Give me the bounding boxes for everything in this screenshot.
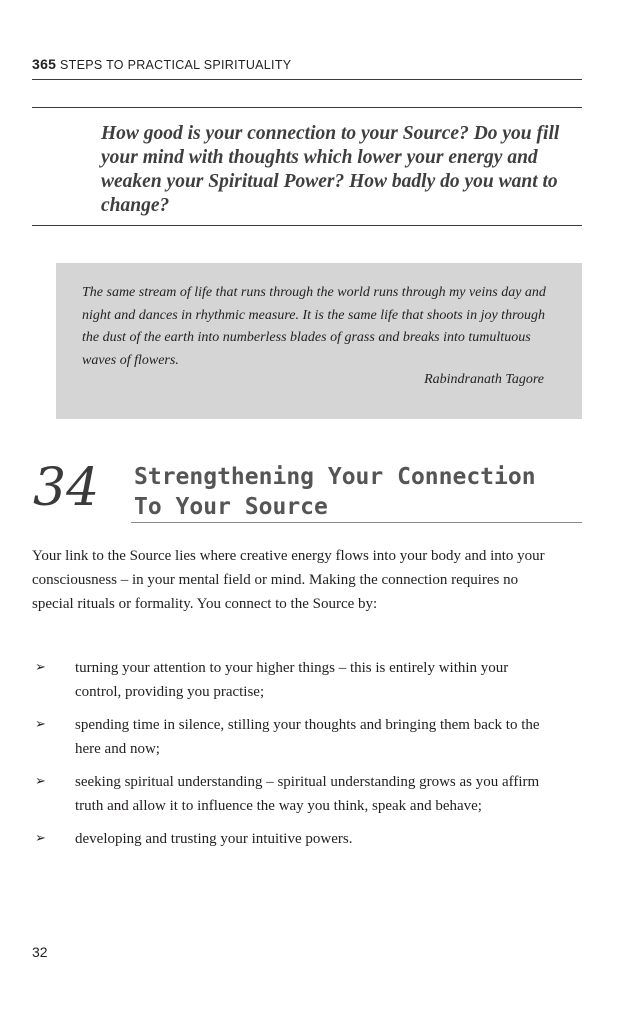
question-top-rule xyxy=(32,107,582,108)
chapter-number: 34 xyxy=(33,458,100,518)
chapter-title-rule xyxy=(131,522,582,523)
running-head xyxy=(32,56,291,72)
list-item xyxy=(32,713,557,761)
chapter-title-line-1: Strengthening Your Connection xyxy=(134,464,536,490)
reflection-question: How good is your connection to your Source? Do you fill your mind with thoughts which lower your energy and weaken your Spiritual Power? How badly do you want to change? xyxy=(101,123,560,216)
list-item-text: seeking spiritual understanding – spiritual understanding grows as you affirm truth and allow it to influence the way you think, speak and behave; xyxy=(75,774,540,814)
arrow-bullet-icon: ➢ xyxy=(35,831,46,846)
list-item-text: developing and trusting your intuitive powers. xyxy=(75,831,353,847)
chapter-title xyxy=(134,462,584,522)
list-item-text: turning your attention to your higher things – this is entirely within your control, providing you practise; xyxy=(75,660,509,700)
bullet-list xyxy=(32,656,557,860)
quote-text: The same stream of life that runs through the world runs through my veins day and night and dances in rhythmic measure. It is the same life that shoots in joy through the dust of the earth into numberless blades of grass and breaks into tumultuous waves of flowers. xyxy=(82,285,546,368)
quote-box xyxy=(56,263,582,419)
list-item xyxy=(32,827,557,851)
quote-author: Rabindranath Tagore xyxy=(424,372,544,387)
question-bottom-rule xyxy=(32,225,582,226)
running-head-title: STEPS TO PRACTICAL SPIRITUALITY xyxy=(60,58,292,72)
page-number: 32 xyxy=(32,944,48,960)
arrow-bullet-icon: ➢ xyxy=(35,660,46,675)
running-head-number: 365 xyxy=(32,56,57,72)
intro-paragraph: Your link to the Source lies where creative energy flows into your body and into your consciousness – in your mental field or mind. Making the connection requires no special rituals or formality. You connect to the Source by: xyxy=(32,548,545,612)
list-item-text: spending time in silence, stilling your thoughts and bringing them back to the here and now; xyxy=(75,717,540,757)
arrow-bullet-icon: ➢ xyxy=(35,774,46,789)
list-item xyxy=(32,770,557,818)
chapter-title-line-2: To Your Source xyxy=(134,494,328,520)
list-item xyxy=(32,656,557,704)
header-rule xyxy=(32,79,582,80)
arrow-bullet-icon: ➢ xyxy=(35,717,46,732)
